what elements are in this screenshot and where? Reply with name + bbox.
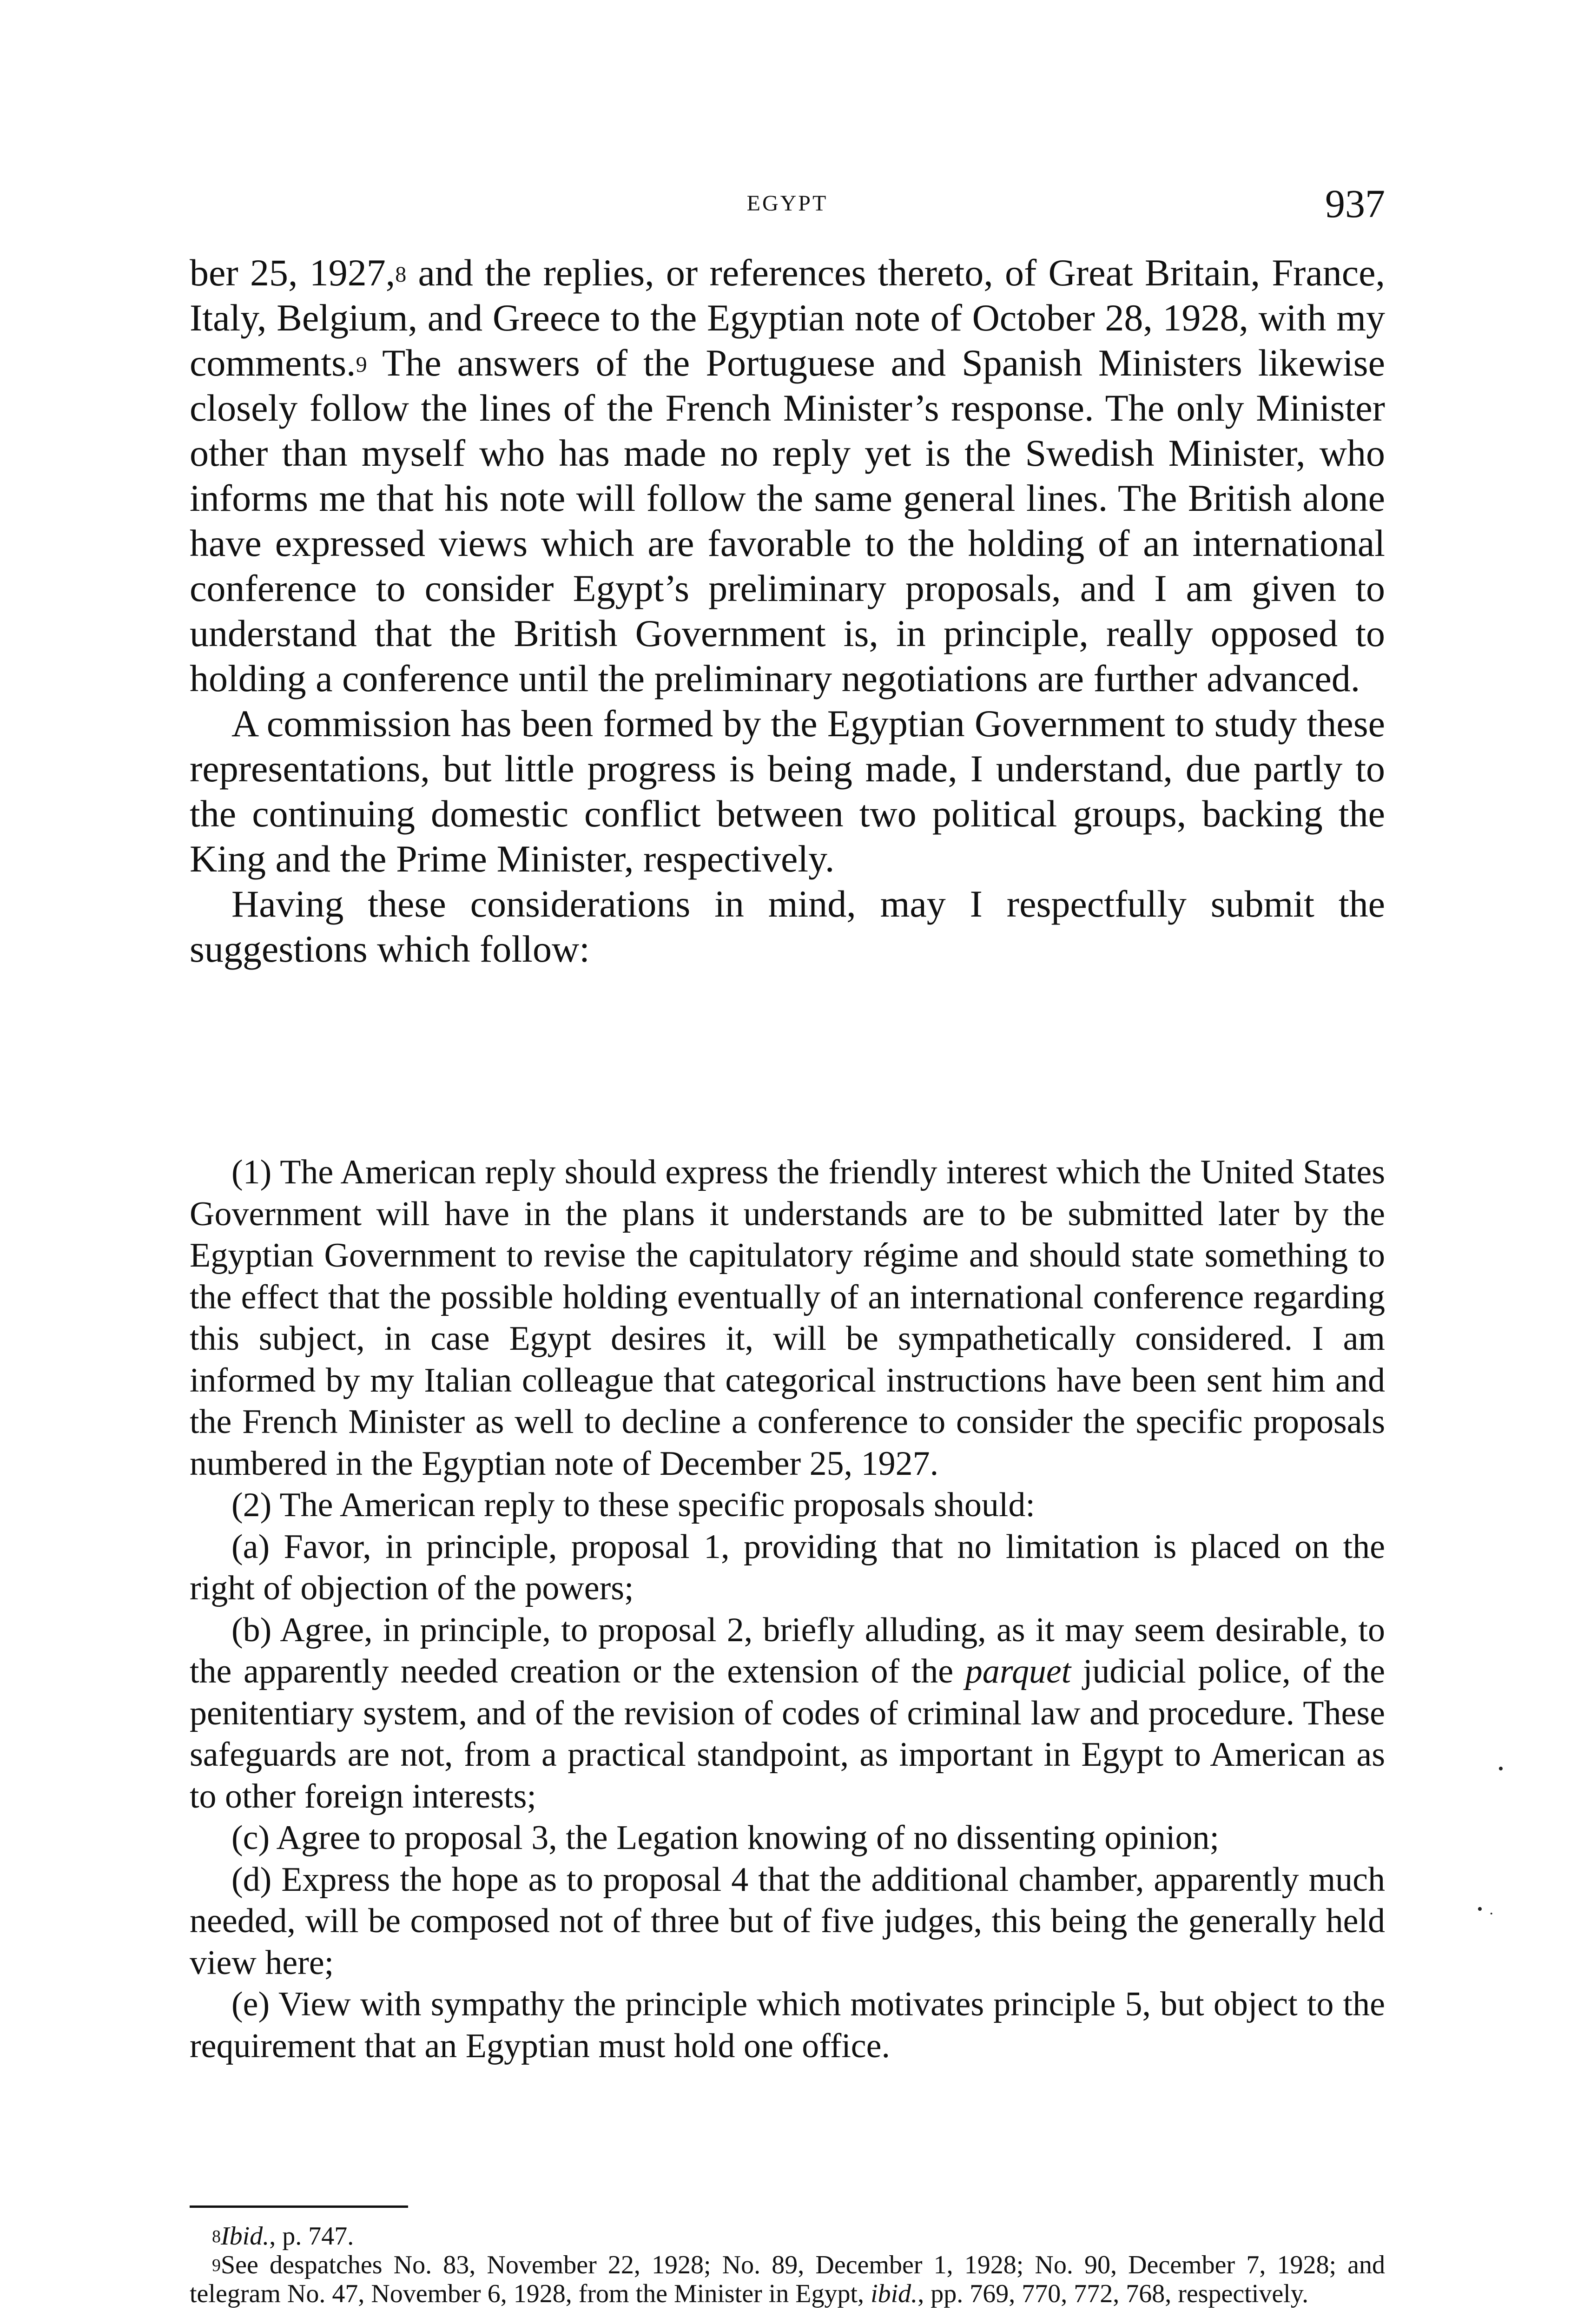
paragraph-2: A commission has been formed by the Egyptian Government to study these representations, but little progress is being made, I understand, due partly to the continuing domestic conflict between two political groups, backing the King and the Prime Minister, respectively. bbox=[190, 702, 1385, 880]
paragraph-1-start: ber 25, 1927, bbox=[190, 251, 396, 294]
footnote-9-mark: 9 bbox=[212, 2256, 221, 2275]
suggestion-item-c: (c) Agree to proposal 3, the Legation knowing of no dissenting opinion; bbox=[231, 1819, 1220, 1857]
footnote-9 bbox=[190, 2251, 1385, 2308]
paragraph-1-end: The answers of the Portuguese and Spanish Ministers likewise closely follow the lines of the French Minister’s response. The only Minister other than myself who has made no reply yet is the Swedish Minister, who informs me that his note will follow the same general lines. The British alone have expressed views which are favorable to the holding of an international conference to consider Egypt’s preliminary proposals, and I am given to understand that the British Government is, in principle, really opposed to holding a conference until the preliminary negotiations are further advanced. bbox=[190, 342, 1385, 700]
running-head: EGYPT bbox=[746, 191, 828, 216]
parquet-term: parquet bbox=[965, 1652, 1071, 1690]
footnote-rule bbox=[190, 2205, 408, 2208]
suggestion-item-e: (e) View with sympathy the principle which motivates principle 5, but object to the requirement that an Egyptian must hold one office. bbox=[190, 1985, 1385, 2065]
suggestion-item-b-start: (b) Agree, in principle, to proposal 2, briefly alluding, as it may seem desirable, to the apparently needed creation or the extension of the bbox=[190, 1611, 1385, 1690]
footnote-reference-9: 9 bbox=[356, 352, 367, 377]
footnote-9-ibid: ibid. bbox=[871, 2279, 918, 2308]
margin-speck-icon: • bbox=[1477, 1901, 1483, 1918]
footnote-8 bbox=[190, 2222, 1385, 2251]
footnote-8-text: , p. 747. bbox=[269, 2222, 354, 2251]
footnote-9-start: See despatches No. 83, November 22, 1928; No. 89, December 1, 1928; No. 90, December 7, 1928; and telegram No. 47, November 6, 1928, from the Minister in Egypt, bbox=[190, 2251, 1385, 2308]
suggestion-item-b bbox=[190, 1610, 1385, 1818]
paragraph-3: Having these considerations in mind, may I respectfully submit the suggestions which follow: bbox=[190, 883, 1385, 970]
suggestion-item-b-end: judicial police, of the penitentiary system, and of the revision of codes of criminal law and procedure. These safeguards are not, from a practical standpoint, as important in Egypt to American as to other foreign interests; bbox=[190, 1652, 1385, 1816]
paragraph-1 bbox=[190, 250, 1385, 701]
main-body-text bbox=[190, 250, 1385, 971]
suggestion-2: (2) The American reply to these specific proposals should: bbox=[231, 1486, 1035, 1524]
suggestions-list bbox=[190, 1152, 1385, 2067]
page-header bbox=[190, 180, 1385, 231]
paragraph-1-middle: and the replies, or references thereto, of Great Britain, France, Italy, Belgium, and Greece to the Egyptian note of October 28, 1928, with my comments. bbox=[190, 251, 1386, 384]
suggestion-1: (1) The American reply should express the friendly interest which the United States Government will have in the plans it understands are to be submitted later by the Egyptian Government to revise the capitulatory régime and should state something to the effect that the possible holding eventually of an international conference regarding this subject, in case Egypt desires it, will be sympathetically considered. I am informed by my Italian colleague that categorical instructions have been sent him and the French Minister as well to decline a conference to consider the specific proposals numbered in the Egyptian note of December 25, 1927. bbox=[190, 1153, 1385, 1483]
footnote-9-end: , pp. 769, 770, 772, 768, respectively. bbox=[917, 2279, 1309, 2308]
margin-speck-icon: · bbox=[1489, 1905, 1494, 1922]
footnote-8-mark: 8 bbox=[212, 2227, 221, 2246]
footnote-8-ibid: Ibid. bbox=[221, 2222, 270, 2251]
suggestion-item-d: (d) Express the hope as to proposal 4 that the additional chamber, apparently much needed, will be composed not of three but of five judges, this being the generally held view here; bbox=[190, 1860, 1385, 1982]
suggestion-item-a: (a) Favor, in principle, proposal 1, providing that no limitation is placed on the right of objection of the powers; bbox=[190, 1527, 1385, 1607]
margin-speck-icon: • bbox=[1498, 1760, 1504, 1777]
footnote-reference-8: 8 bbox=[395, 262, 407, 287]
footnotes bbox=[190, 2222, 1385, 2308]
page-number: 937 bbox=[1325, 181, 1385, 226]
